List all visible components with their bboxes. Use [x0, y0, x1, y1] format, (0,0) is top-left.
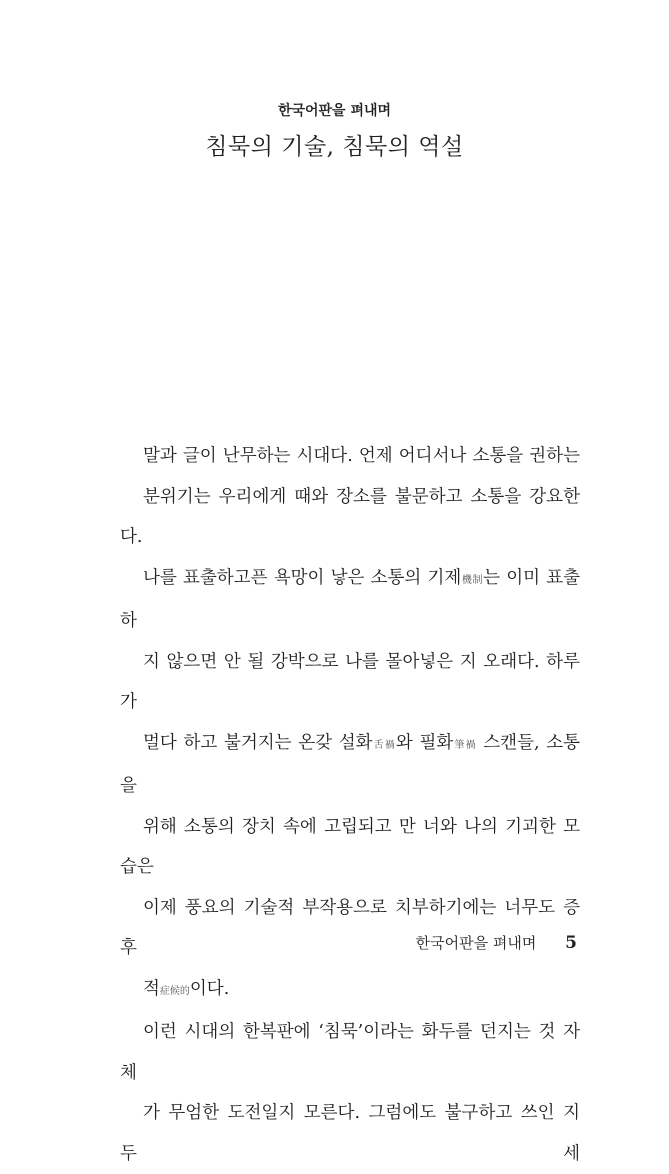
- hanja-annotation: 筆禍: [453, 739, 477, 751]
- paragraph-1-line-5: [120, 723, 580, 807]
- paragraph-1: [120, 436, 580, 1012]
- line-5-text-c: 스캔들, 소통을: [120, 732, 581, 796]
- paragraph-2-line-1: 이런 시대의 한복판에 ‘침묵’이라는 화두를 던지는 것 자체: [120, 1022, 580, 1083]
- paragraph-1-line-7: 이제 풍요의 기술적 부작용으로 치부하기에는 너무도 증후: [120, 897, 580, 958]
- body-text: [120, 436, 580, 1174]
- line-5-text-a: 멀다 하고 불거지는 온갖 설화: [143, 732, 373, 753]
- line-3-text-b: 는 이미 표출하: [120, 567, 581, 631]
- paragraph-2: [120, 1012, 580, 1174]
- line-8-text-b: 이다.: [189, 978, 230, 999]
- line-3-text-a: 나를 표출하고픈 욕망이 낳은 소통의 기제: [143, 567, 462, 588]
- paragraph-1-line-1: 말과 글이 난무하는 시대다. 언제 어디서나 소통을 권하는: [143, 446, 580, 466]
- paragraph-2-line-2: 가 무엄한 도전일지 모른다. 그럼에도 불구하고 쓰인 지 두 세: [120, 1103, 580, 1164]
- paragraph-1-line-8: [120, 969, 580, 1013]
- hanja-annotation: 舌禍: [372, 739, 396, 751]
- section-label: 한국어판을 펴내며: [277, 103, 392, 119]
- paragraph-1-line-4: 지 않으면 안 될 강박으로 나를 몰아넣은 지 오래다. 하루가: [120, 651, 580, 712]
- paragraph-1-line-3: [120, 558, 580, 642]
- paragraph-1-line-6: 위해 소통의 장치 속에 고립되고 만 너와 나의 기괴한 모습은: [120, 816, 580, 877]
- paragraph-1-line-2: 분위기는 우리에게 때와 장소를 불문하고 소통을 강요한다.: [120, 486, 580, 547]
- line-5-text-b: 와 필화: [395, 732, 454, 753]
- chapter-title: 침묵의 기술, 침묵의 역설: [205, 134, 464, 160]
- hanja-annotation: 機制: [461, 574, 484, 586]
- hanja-annotation: 症候的: [159, 985, 190, 997]
- line-8-text-a: 적: [143, 978, 160, 999]
- page-footer: [416, 932, 577, 953]
- page-number: 5: [565, 933, 577, 953]
- running-head: 한국어판을 펴내며: [415, 934, 537, 952]
